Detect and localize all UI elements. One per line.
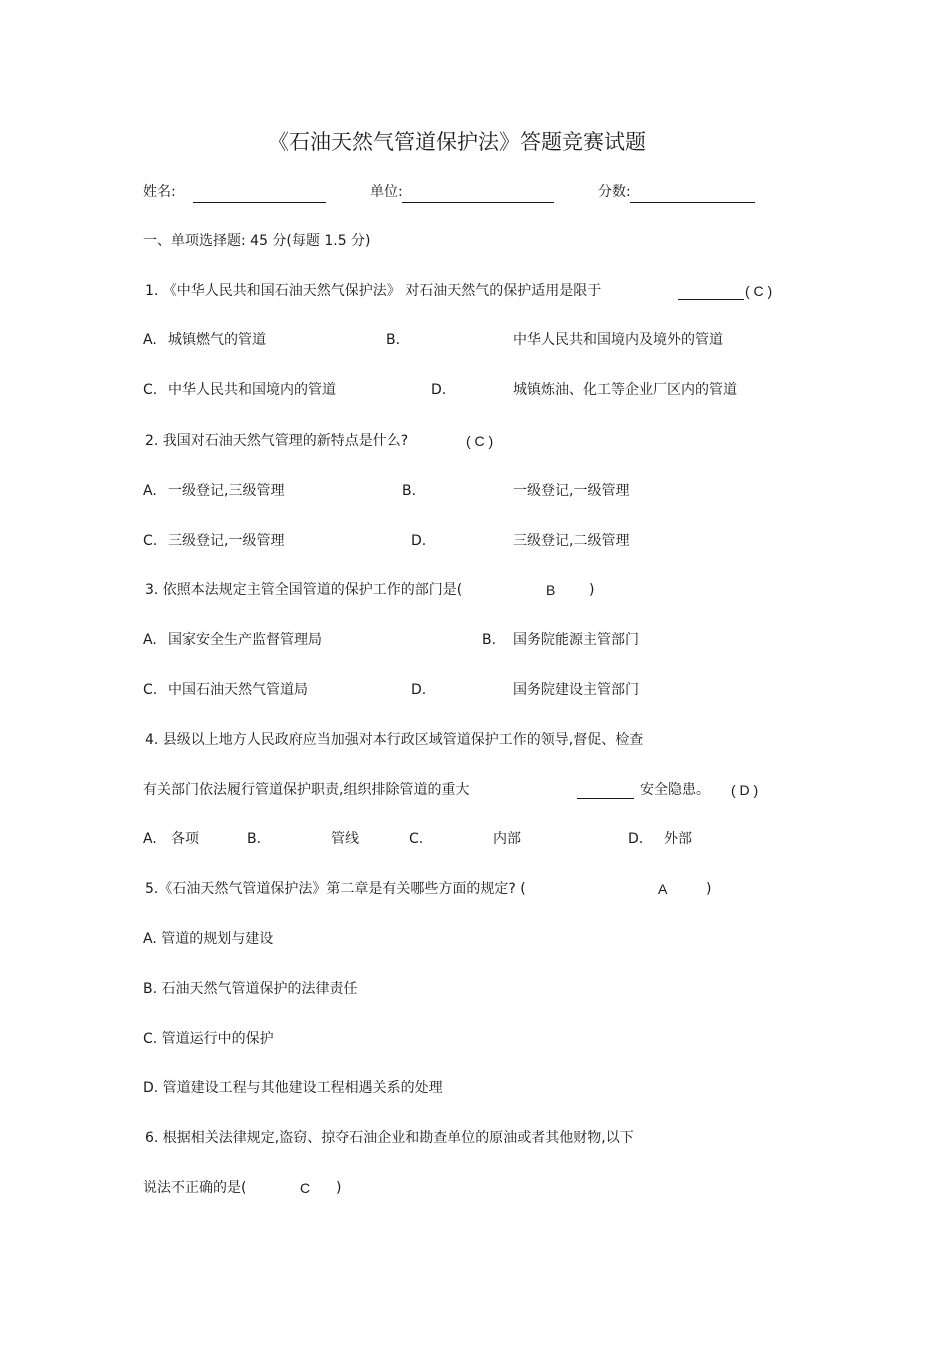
q3-option-c: 中国石油天然气管道局 xyxy=(168,682,308,698)
question-4-text-line1: 4. 县级以上地方人民政府应当加强对本行政区域管道保护工作的领导,督促、检查 xyxy=(145,732,644,748)
q4-option-a-label: A. xyxy=(143,831,157,847)
question-6-text-line2: 说法不正确的是( xyxy=(143,1180,247,1196)
question-5-close-paren: ) xyxy=(706,881,712,897)
q3-option-c-label: C. xyxy=(143,682,158,698)
q1-option-d-label: D. xyxy=(431,382,447,398)
q3-option-b: 国务院能源主管部门 xyxy=(513,632,639,648)
question-6-close-paren: ) xyxy=(336,1180,342,1196)
q4-option-d: 外部 xyxy=(664,831,692,847)
question-4-blank xyxy=(577,780,634,799)
q4-option-b-label: B. xyxy=(247,831,262,847)
q4-option-c: 内部 xyxy=(493,831,521,847)
q2-option-d: 三级登记,二级管理 xyxy=(513,533,630,549)
q5-option-c: C. 管道运行中的保护 xyxy=(143,1031,274,1047)
q1-option-c-label: C. xyxy=(143,382,158,398)
question-5-answer: A xyxy=(658,881,668,897)
q1-option-a: 城镇燃气的管道 xyxy=(168,332,266,348)
q2-option-a-label: A. xyxy=(143,483,157,499)
unit-label: 单位: xyxy=(370,184,403,200)
document-title: 《石油天然气管道保护法》答题竞赛试题 xyxy=(268,130,646,154)
question-2-answer: ( C ) xyxy=(466,433,494,449)
q4-option-b: 管线 xyxy=(331,831,359,847)
question-1-answer: ( C ) xyxy=(745,283,773,299)
q1-option-c: 中华人民共和国境内的管道 xyxy=(168,382,336,398)
q1-option-d: 城镇炼油、化工等企业厂区内的管道 xyxy=(513,382,737,398)
name-field[interactable] xyxy=(193,182,326,203)
q1-option-b-label: B. xyxy=(386,332,401,348)
q1-option-b: 中华人民共和国境内及境外的管道 xyxy=(513,332,723,348)
question-3-answer: B xyxy=(546,582,556,598)
q5-option-a: A. 管道的规划与建设 xyxy=(143,931,274,947)
question-4-text-line3: 安全隐患。 xyxy=(640,782,710,798)
q3-option-b-label: B. xyxy=(482,632,497,648)
question-3-text: 3. 依照本法规定主管全国管道的保护工作的部门是( xyxy=(145,582,463,598)
score-field[interactable] xyxy=(630,182,755,203)
question-1-blank xyxy=(678,281,744,300)
q3-option-a-label: A. xyxy=(143,632,157,648)
question-3-close-paren: ) xyxy=(589,582,595,598)
q2-option-c: 三级登记,一级管理 xyxy=(168,533,285,549)
q2-option-a: 一级登记,三级管理 xyxy=(168,483,285,499)
question-5-text: 5.《石油天然气管道保护法》第二章是有关哪些方面的规定? ( xyxy=(145,881,526,897)
q4-option-a: 各项 xyxy=(171,831,199,847)
unit-field[interactable] xyxy=(402,182,554,203)
question-4-answer: ( D ) xyxy=(731,782,759,798)
q4-option-c-label: C. xyxy=(409,831,424,847)
question-6-answer: C xyxy=(300,1180,311,1196)
q2-option-b-label: B. xyxy=(402,483,417,499)
name-label: 姓名: xyxy=(143,184,176,200)
q3-option-a: 国家安全生产监督管理局 xyxy=(168,632,322,648)
q2-option-d-label: D. xyxy=(411,533,427,549)
question-4-text-line2: 有关部门依法履行管道保护职责,组织排除管道的重大 xyxy=(143,782,470,798)
q3-option-d: 国务院建设主管部门 xyxy=(513,682,639,698)
q3-option-d-label: D. xyxy=(411,682,427,698)
q1-option-a-label: A. xyxy=(143,332,157,348)
question-1-text: 1. 《中华人民共和国石油天然气保护法》 对石油天然气的保护适用是限于 xyxy=(145,283,602,299)
q5-option-d: D. 管道建设工程与其他建设工程相遇关系的处理 xyxy=(143,1080,443,1096)
q5-option-b: B. 石油天然气管道保护的法律责任 xyxy=(143,981,358,997)
q2-option-c-label: C. xyxy=(143,533,158,549)
q4-option-d-label: D. xyxy=(628,831,644,847)
score-label: 分数: xyxy=(598,184,631,200)
section-heading: 一、单项选择题: 45 分(每题 1.5 分) xyxy=(143,233,371,249)
question-6-text-line1: 6. 根据相关法律规定,盗窃、掠夺石油企业和勘查单位的原油或者其他财物,以下 xyxy=(145,1130,634,1146)
q2-option-b: 一级登记,一级管理 xyxy=(513,483,630,499)
question-2-text: 2. 我国对石油天然气管理的新特点是什么? xyxy=(145,433,409,449)
